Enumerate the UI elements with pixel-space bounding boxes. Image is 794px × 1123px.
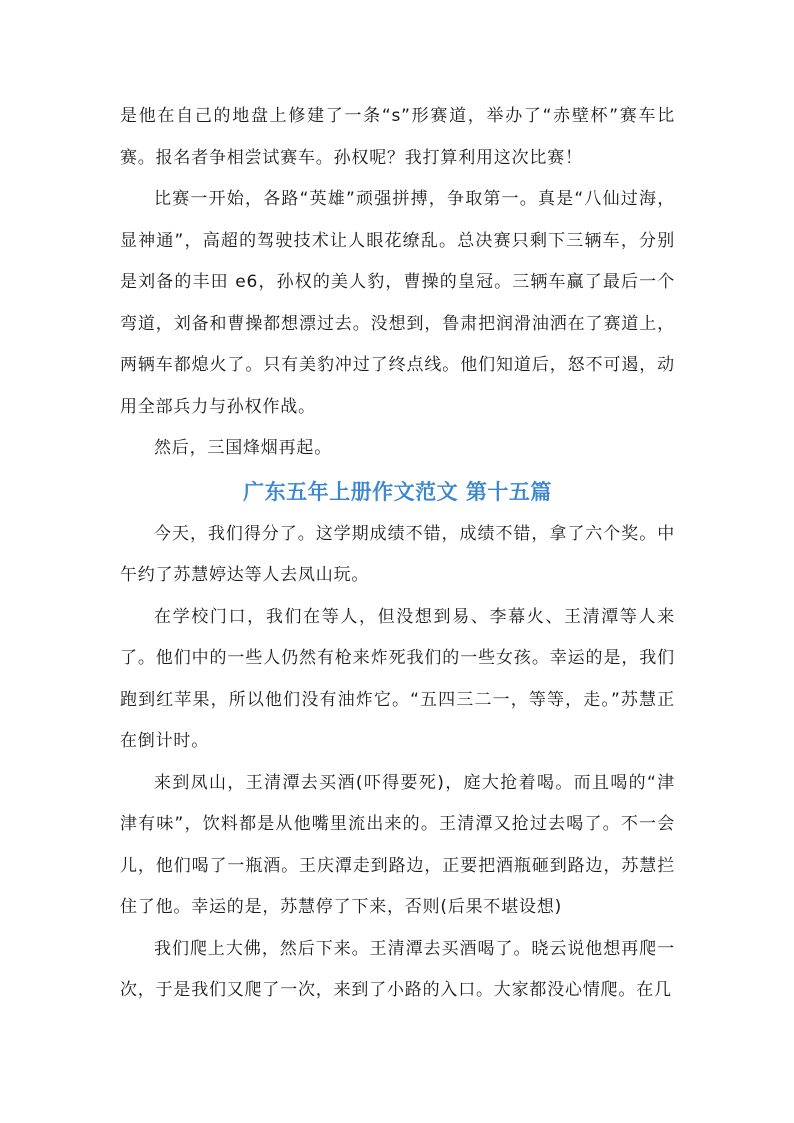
paragraph-school-gate: 在学校门口，我们在等人，但没想到易、李幕火、王清潭等人来了。他们中的一些人仍然有枪来炸死我们的一些女孩。幸运的是，我们跑到红苹果，所以他们没有油炸它。“五四三二一，等等，走。”苏慧正在倒计时。 [120, 606, 675, 751]
paragraph-big-buddha: 我们爬上大佛，然后下来。王清潭去买酒喝了。晓云说他想再爬一次，于是我们又爬了一次，来到了小路的入口。大家都没心情爬。在几 [120, 938, 675, 1000]
paragraph-ending: 然后，三国烽烟再起。 [154, 438, 332, 458]
document-body [120, 96, 675, 1012]
paragraph-fengshan: 来到凤山，王清潭去买酒(吓得要死)，庭大抢着喝。而且喝的“津津有味”，饮料都是从他嘴里流出来的。王清潭又抢过去喝了。不一会儿，他们喝了一瓶酒。王庆潭走到路边，正要把酒瓶砸到路边，苏慧拦住了他。幸运的是，苏慧停了下来，否则(后果不堪设想) [120, 772, 675, 917]
paragraph-today: 今天，我们得分了。这学期成绩不错，成绩不错，拿了六个奖。中午约了苏慧婷达等人去凤山玩。 [120, 523, 675, 585]
section-title: 广东五年上册作文范文 第十五篇 [243, 479, 552, 504]
paragraph-race: 比赛一开始，各路“英雄”顽强拼搏，争取第一。真是“八仙过海，显神通”，高超的驾驶技术让人眼花缭乱。总决赛只剩下三辆车，分别是刘备的丰田 e6，孙权的美人豹，曹操的皇冠。三辆车赢了最后一个弯道，刘备和曹操都想漂过去。没想到，鲁肃把润滑油洒在了赛道上，两辆车都熄火了。只有美豹冲过了终点线。他们知道后，怒不可遏，动用全部兵力与孙权作战。 [120, 189, 675, 417]
paragraph-continuation: 是他在自己的地盘上修建了一条“s”形赛道，举办了“赤壁杯”赛车比赛。报名者争相尝试赛车。孙权呢？我打算利用这次比赛！ [120, 106, 675, 168]
